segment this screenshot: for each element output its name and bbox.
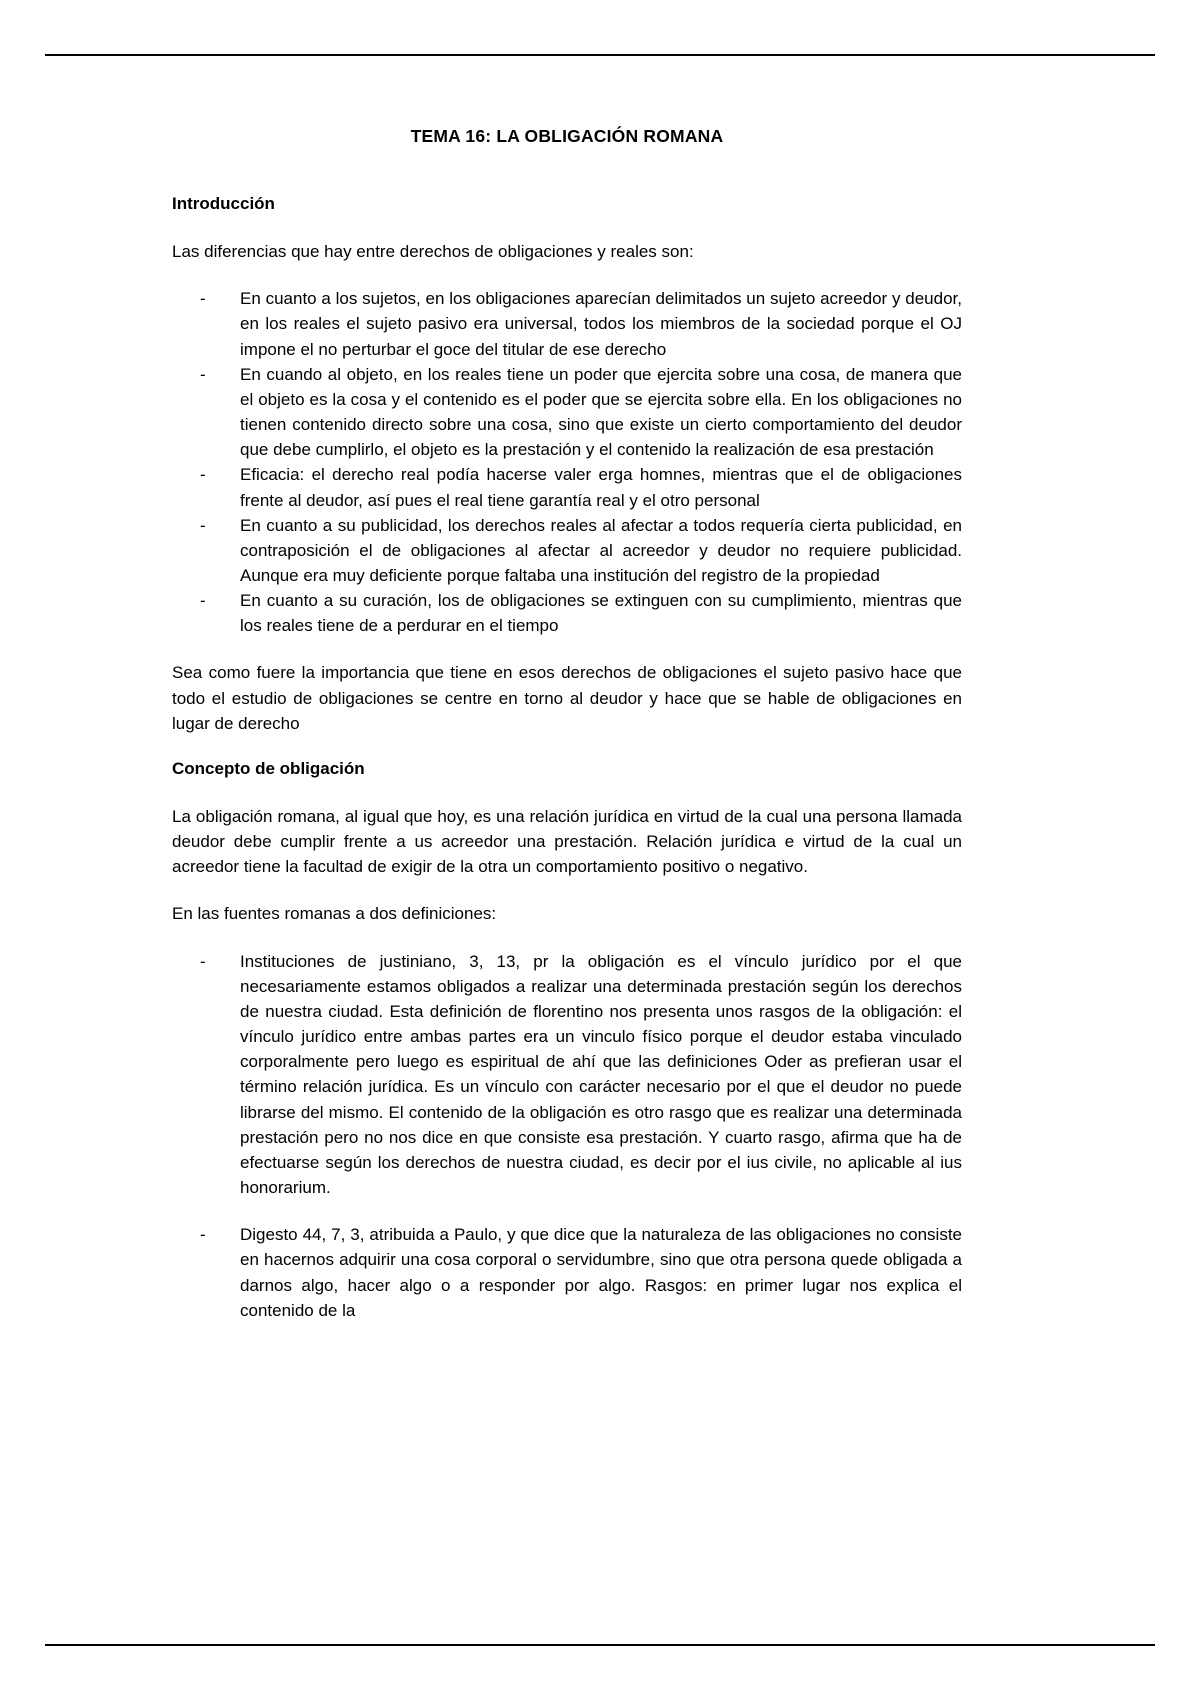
bullet-dash-icon: - (200, 289, 206, 309)
paragraph-intro-closing: Sea como fuere la importancia que tiene en esos derechos de obligaciones el sujeto pasivo hace que todo el estudio de obligaciones se centre en torno al deudor y hace que se hable de obligaciones en lugar de derecho (172, 663, 962, 733)
list-item (172, 286, 962, 361)
list-item-text: En cuanto a su curación, los de obligaciones se extinguen con su cumplimiento, mientras que los reales tiene de a perdurar en el tiempo (240, 591, 962, 636)
list-item-text: En cuanto a los sujetos, en los obligaciones aparecían delimitados un sujeto acreedor y deudor, en los reales el sujeto pasivo era universal, todos los miembros de la sociedad porque el OJ impone el no perturbar el goce del titular de ese derecho (240, 289, 962, 359)
list-definiciones (172, 949, 962, 1323)
section-heading-concepto: Concepto de obligación (172, 758, 365, 778)
list-item-text: En cuanto a su publicidad, los derechos reales al afectar a todos requería cierta publicidad, en contraposición el de obligaciones al afectar al acreedor y deudor no requiere publicidad. Aunque era muy deficiente porque faltaba una institución del registro de la propiedad (240, 515, 962, 585)
list-item-text: Eficacia: el derecho real podía hacerse valer erga homnes, mientras que el de obligaciones frente al deudor, así pues el real tiene garantía real y el otro personal (240, 465, 962, 510)
page-title: TEMA 16: LA OBLIGACIÓN ROMANA (410, 126, 724, 146)
paragraph-intro-lead: Las diferencias que hay entre derechos de obligaciones y reales son: (172, 242, 694, 262)
list-item (172, 513, 962, 588)
bullet-dash-icon: - (200, 364, 206, 384)
bullet-dash-icon: - (200, 591, 206, 611)
document-content (172, 126, 962, 1345)
list-item-text: Digesto 44, 7, 3, atribuida a Paulo, y que dice que la naturaleza de las obligaciones no consiste en hacernos adquirir una cosa corporal o servidumbre, sino que otra persona quede obligada a darnos algo, hacer algo o a responder por algo. Rasgos: en primer lugar nos explica el contenido de la (240, 1225, 962, 1320)
list-item-text: Instituciones de justiniano, 3, 13, pr la obligación es el vínculo jurídico por el que necesariamente estamos obligados a realizar una determinada prestación según los derechos de nuestra ciudad. Esta definición de florentino nos presenta unos rasgos de la obligación: el vínculo jurídico entre ambas partes era un vinculo físico porque el deudor estaba vinculado corporalmente pero luego es espiritual de ahí que las definiciones Oder as prefieran usar el término relación jurídica. Es un vínculo con carácter necesario por el que el deudor no puede librarse del mismo. El contenido de la obligación es otro rasgo que es realizar una determinada prestación pero no nos dice en que consiste esa prestación. Y cuarto rasgo, afirma que ha de efectuarse según los derechos de nuestra ciudad, es decir por el ius civile, no aplicable al ius honorarium. (240, 951, 962, 1198)
section-heading-introduccion: Introducción (172, 194, 275, 213)
header-rule (45, 54, 1155, 56)
list-item (172, 588, 962, 638)
list-item (172, 949, 962, 1201)
list-introduccion-differences (172, 286, 962, 638)
bullet-dash-icon: - (200, 515, 206, 535)
bullet-dash-icon: - (200, 1225, 206, 1245)
list-item (172, 362, 962, 463)
bullet-dash-icon: - (200, 951, 206, 971)
list-item (172, 1222, 962, 1323)
paragraph-concepto-1: La obligación romana, al igual que hoy, es una relación jurídica en virtud de la cual una persona llamada deudor debe cumplir frente a us acreedor una prestación. Relación jurídica e virtud de la cual un acreedor tiene la facultad de exigir de la otra un comportamiento positivo o negativo. (172, 807, 962, 877)
list-item-text: En cuando al objeto, en los reales tiene un poder que ejercita sobre una cosa, de manera que el objeto es la cosa y el contenido es el poder que se ejercita sobre ella. En los obligaciones no tienen contenido directo sobre una cosa, sino que existe un cierto comportamiento del deudor que debe cumplirlo, el objeto es la prestación y el contenido la realización de esa prestación (240, 364, 962, 460)
list-item (172, 462, 962, 512)
bullet-dash-icon: - (200, 465, 206, 485)
footer-rule (45, 1644, 1155, 1646)
paragraph-concepto-2: En las fuentes romanas a dos definiciones: (172, 904, 497, 924)
